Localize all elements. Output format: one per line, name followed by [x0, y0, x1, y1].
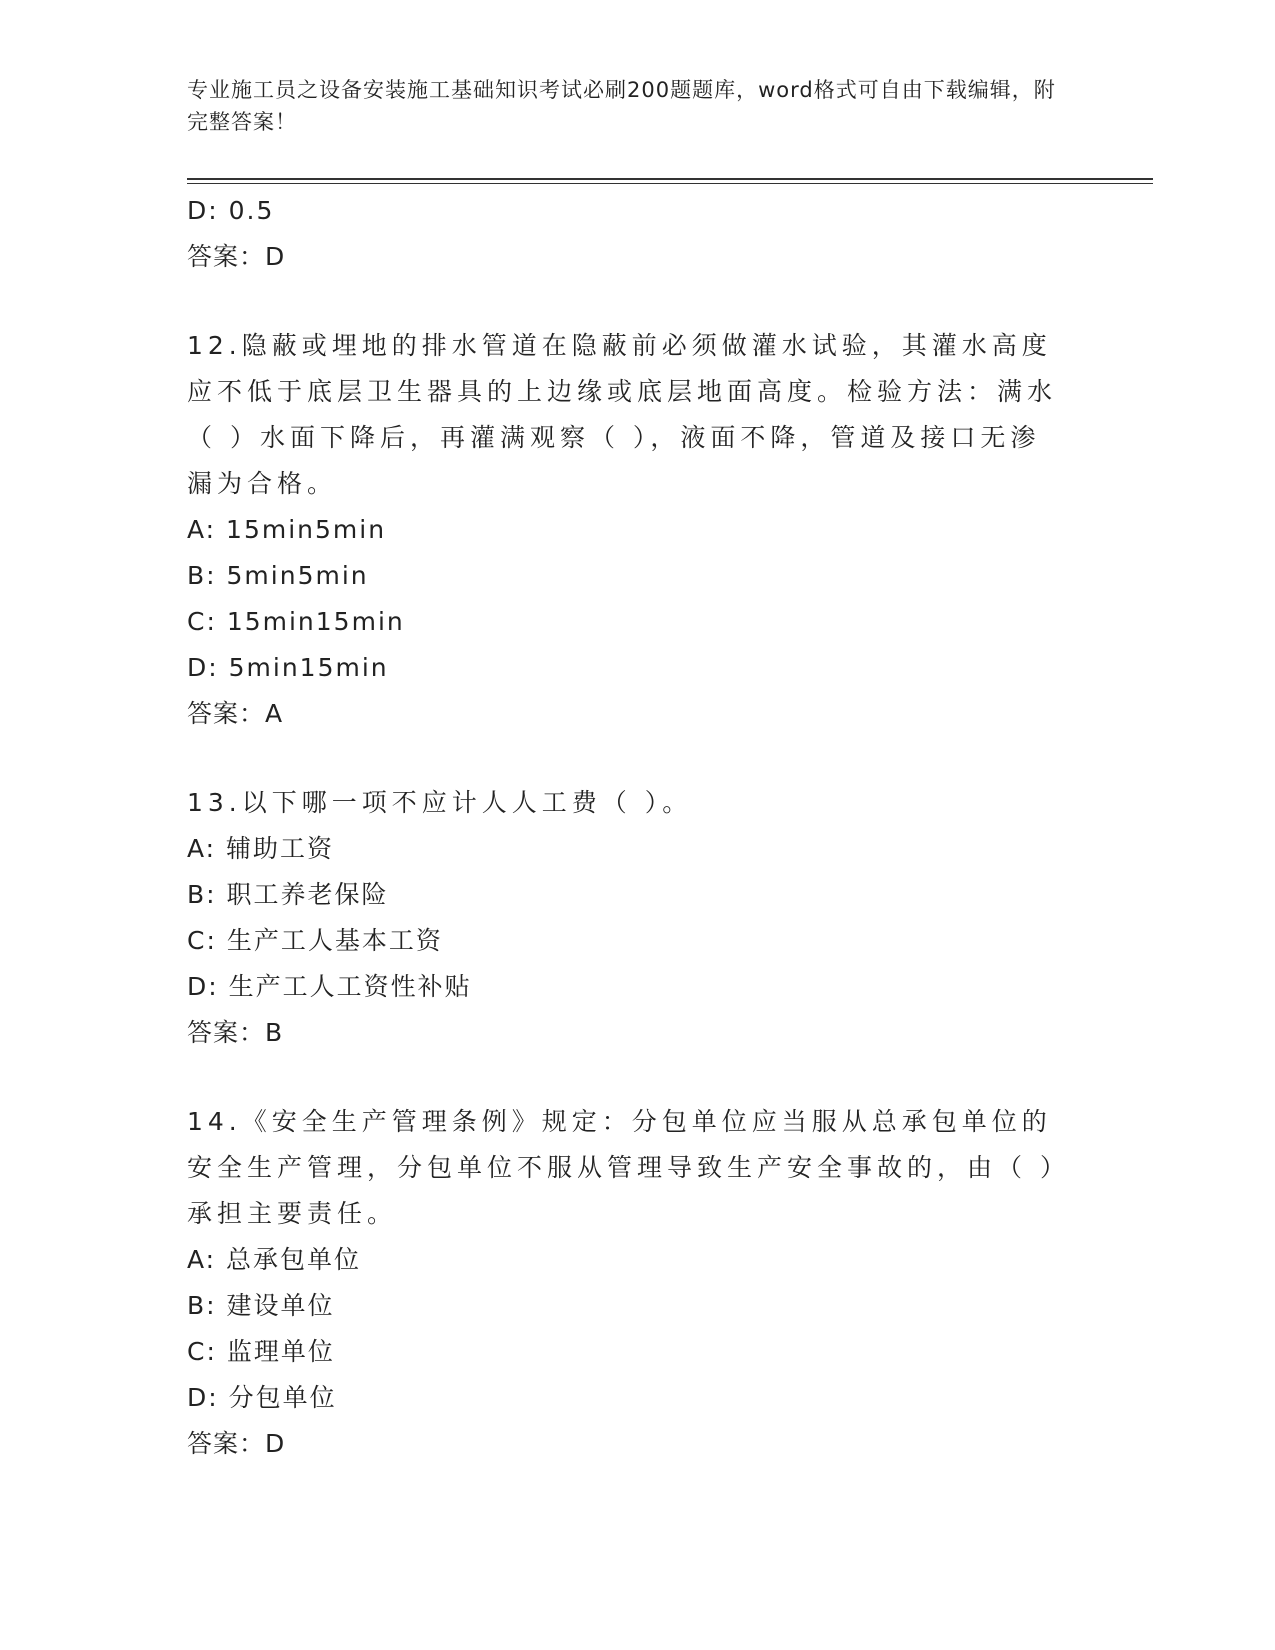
- option-a: A: 总承包单位: [187, 1245, 362, 1274]
- option-b: B: 5min5min: [187, 561, 369, 590]
- option-d: D: 生产工人工资性补贴: [187, 972, 472, 1001]
- option-c: C: 生产工人基本工资: [187, 926, 443, 955]
- option-c: C: 监理单位: [187, 1337, 335, 1366]
- answer-line: 答案：B: [187, 1018, 284, 1047]
- option-b: B: 职工养老保险: [187, 880, 389, 909]
- page-header-title: 专业施工员之设备安装施工基础知识考试必刷200题题库，word格式可自由下载编辑，附完整答案！: [187, 78, 1056, 134]
- question-stem: 12.隐蔽或埋地的排水管道在隐蔽前必须做灌水试验，其灌水高度应不低于底层卫生器具的上边缘或底层地面高度。检验方法：满水（ ）水面下降后，再灌满观察（ ），液面不降，管道及接口无渗漏为合格。: [187, 331, 1058, 498]
- option-c: C: 15min15min: [187, 607, 405, 636]
- header-divider: [187, 178, 1153, 180]
- option-a: A: 辅助工资: [187, 834, 335, 863]
- option-a: A: 15min5min: [187, 515, 387, 544]
- question-stem: 13.以下哪一项不应计人人工费（ ）。: [187, 788, 693, 817]
- question-13: [187, 780, 1067, 1056]
- option-d: D: 5min15min: [187, 653, 389, 682]
- question-list: [187, 188, 1067, 1467]
- answer-line: 答案：D: [187, 242, 286, 271]
- question-14: [187, 1099, 1067, 1467]
- answer-line: 答案：D: [187, 1429, 286, 1458]
- option-b: B: 建设单位: [187, 1291, 335, 1320]
- answer-line: 答案：A: [187, 699, 284, 728]
- header-divider-thin: [187, 183, 1153, 184]
- option-d: D: 分包单位: [187, 1383, 337, 1412]
- option-d: D: 0.5: [187, 196, 275, 225]
- question-12: [187, 323, 1067, 737]
- question-stem: 14.《安全生产管理条例》规定：分包单位应当服从总承包单位的安全生产管理，分包单位不服从管理导致生产安全事故的，由（ ）承担主要责任。: [187, 1107, 1058, 1228]
